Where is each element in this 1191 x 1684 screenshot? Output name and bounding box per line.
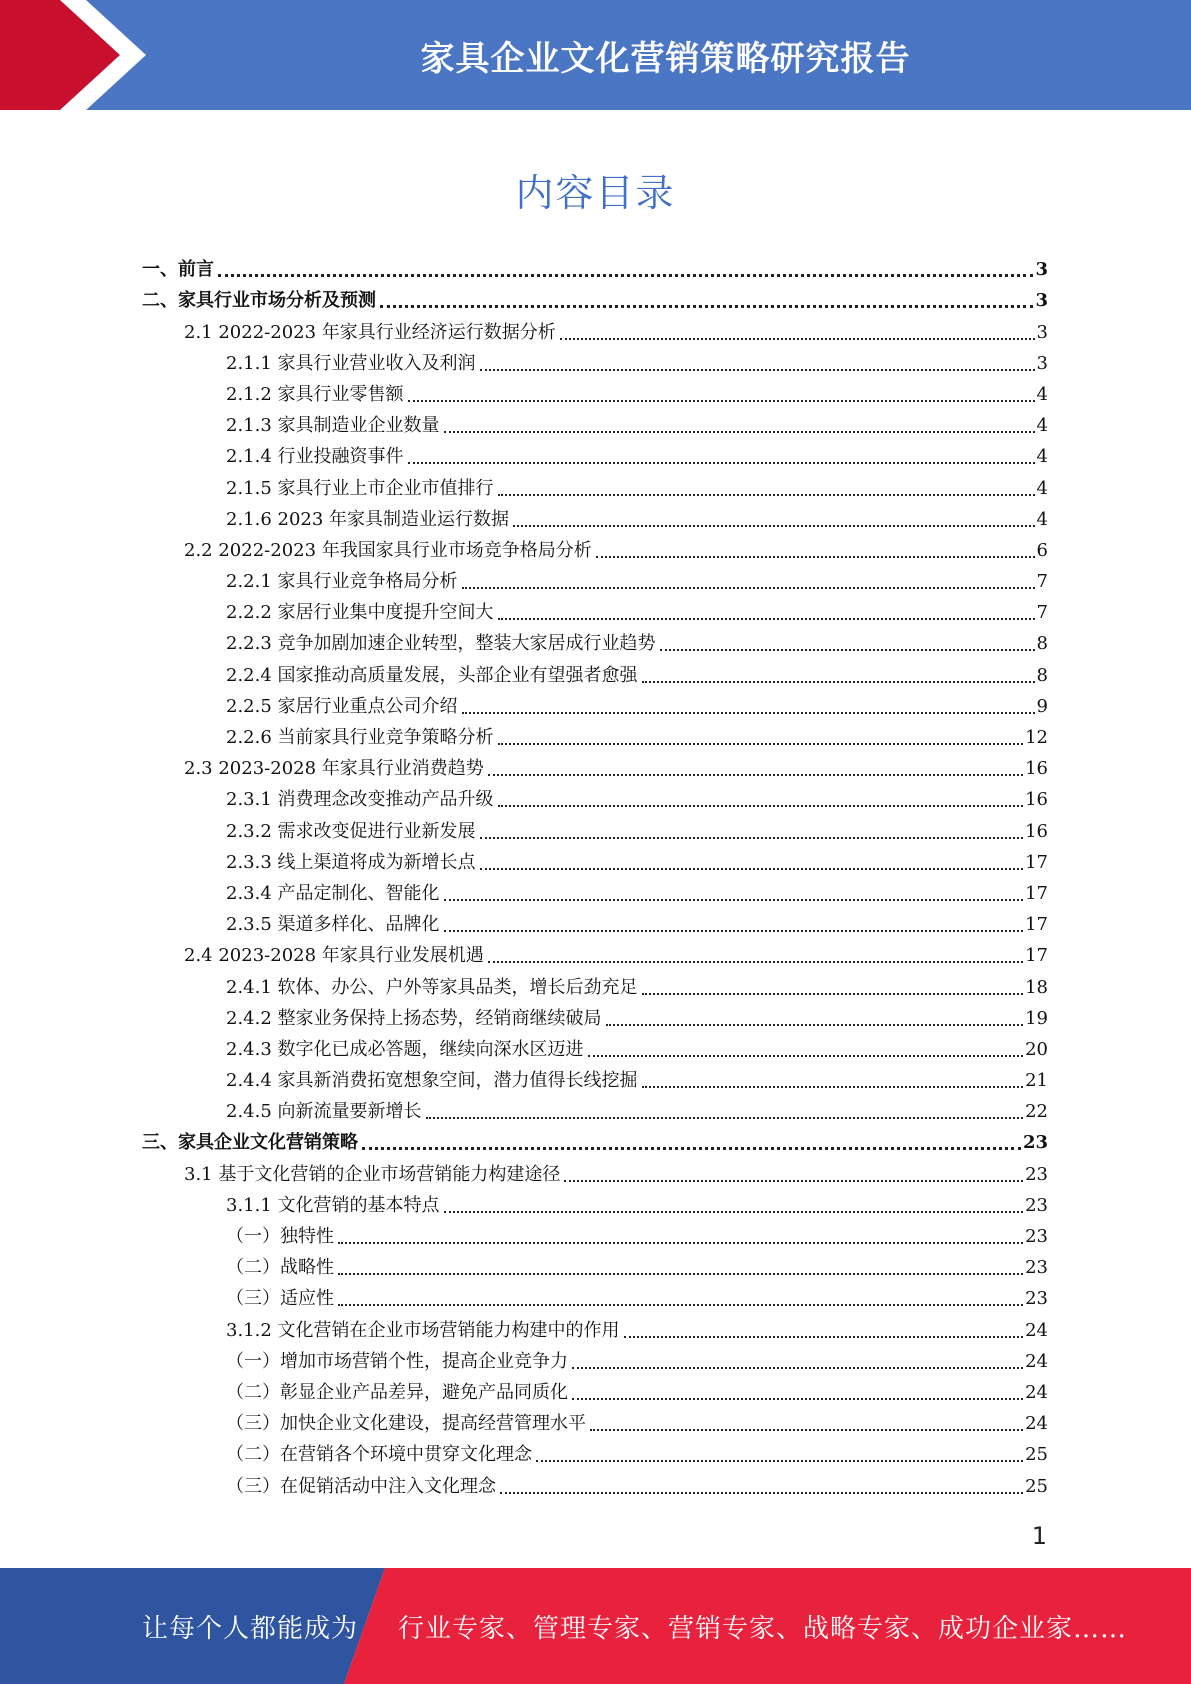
toc-entry-title: 2.3.3 线上渠道将成为新增长点 — [226, 851, 476, 873]
toc-entry[interactable] — [142, 534, 1048, 565]
toc-entry[interactable] — [142, 565, 1048, 596]
toc-entry[interactable] — [142, 1407, 1048, 1438]
toc-entry-page: 23 — [1025, 1194, 1048, 1216]
toc-entry-page: 4 — [1036, 383, 1048, 405]
toc-entry-title: （二）战略性 — [226, 1257, 334, 1279]
toc-dot-leader — [488, 774, 1023, 776]
toc-entry-title: 3.1.2 文化营销在企业市场营销能力构建中的作用 — [226, 1319, 620, 1341]
toc-dot-leader — [590, 1429, 1023, 1431]
toc-entry[interactable] — [142, 440, 1048, 471]
toc-entry[interactable] — [142, 1064, 1048, 1095]
toc-entry-title: 2.1.5 家具行业上市企业市值排行 — [226, 477, 494, 499]
toc-entry-title: 2.1.6 2023 年家具制造业运行数据 — [226, 508, 510, 530]
toc-entry[interactable] — [142, 721, 1048, 752]
toc-entry-title: 2.3.1 消费理念改变推动产品升级 — [226, 789, 494, 811]
toc-dot-leader — [408, 400, 1035, 402]
toc-entry-page: 16 — [1025, 789, 1048, 811]
toc-entry-title: 2.2.2 家居行业集中度提升空间大 — [226, 602, 494, 624]
toc-entry-title: 2.3 2023-2028 年家具行业消费趋势 — [184, 758, 484, 780]
toc-entry-page: 17 — [1025, 945, 1048, 967]
toc-entry-page: 17 — [1025, 882, 1048, 904]
toc-entry[interactable] — [142, 1157, 1048, 1188]
toc-entry-page: 4 — [1036, 477, 1048, 499]
toc-entry-page: 17 — [1025, 851, 1048, 873]
toc-dot-leader — [462, 712, 1035, 714]
header-band — [0, 0, 1191, 110]
toc-entry[interactable] — [142, 908, 1048, 939]
toc-entry-title: （三）在促销活动中注入文化理念 — [226, 1475, 496, 1497]
toc-entry[interactable] — [142, 1095, 1048, 1126]
toc-entry[interactable] — [142, 409, 1048, 440]
toc-entry-title: 2.1.1 家具行业营业收入及利润 — [226, 352, 476, 374]
toc-entry-page: 16 — [1025, 758, 1048, 780]
toc-entry[interactable] — [142, 690, 1048, 721]
toc-dot-leader — [362, 1147, 1021, 1150]
toc-dot-leader — [624, 1336, 1024, 1338]
toc-entry-page: 3 — [1036, 321, 1048, 343]
toc-dot-leader — [462, 587, 1035, 589]
toc-entry[interactable] — [142, 783, 1048, 814]
toc-dot-leader — [642, 993, 1024, 995]
toc-dot-leader — [536, 1460, 1023, 1462]
toc-entry[interactable] — [142, 315, 1048, 346]
toc-dot-leader — [498, 743, 1024, 745]
toc-dot-leader — [606, 1024, 1024, 1026]
toc-entry[interactable] — [142, 1376, 1048, 1407]
toc-entry[interactable] — [142, 1251, 1048, 1282]
toc-dot-leader — [660, 649, 1035, 651]
toc-entry-page: 3 — [1035, 290, 1048, 312]
toc-entry-title: 3.1 基于文化营销的企业市场营销能力构建途径 — [184, 1163, 561, 1185]
toc-dot-leader — [572, 1367, 1023, 1369]
toc-dot-leader — [480, 837, 1024, 839]
toc-entry-title: 2.2.5 家居行业重点公司介绍 — [226, 695, 458, 717]
toc-entry-page: 8 — [1036, 664, 1048, 686]
toc-entry-title: 一、前言 — [142, 259, 214, 281]
toc-entry[interactable] — [142, 284, 1048, 315]
toc-entry-title: 2.2 2022-2023 年我国家具行业市场竞争格局分析 — [184, 539, 592, 561]
toc-entry-title: 2.4 2023-2028 年家具行业发展机遇 — [184, 945, 484, 967]
toc-entry-page: 7 — [1036, 602, 1048, 624]
toc-entry[interactable] — [142, 253, 1048, 284]
toc-dot-leader — [498, 494, 1035, 496]
toc-dot-leader — [588, 1055, 1024, 1057]
toc-dot-leader — [338, 1242, 1023, 1244]
toc-entry[interactable] — [142, 1313, 1048, 1344]
toc-entry-title: 2.4.5 向新流量要新增长 — [226, 1101, 422, 1123]
toc-entry-title: 2.2.4 国家推动高质量发展，头部企业有望强者愈强 — [226, 664, 638, 686]
toc-entry[interactable] — [142, 1469, 1048, 1500]
toc-entry-title: 2.4.2 整家业务保持上扬态势，经销商继续破局 — [226, 1007, 602, 1029]
toc-dot-leader — [564, 1180, 1023, 1182]
toc-entry-title: 二、家具行业市场分析及预测 — [142, 290, 376, 312]
toc-entry[interactable] — [142, 1282, 1048, 1313]
toc-entry-page: 20 — [1025, 1038, 1048, 1060]
footer-slogan-right: 行业专家、管理专家、营销专家、战略专家、成功企业家…… — [398, 1613, 1128, 1644]
toc-dot-leader — [642, 681, 1035, 683]
toc-entry-page: 23 — [1025, 1257, 1048, 1279]
toc-entry-title: （三）加快企业文化建设，提高经营管理水平 — [226, 1413, 586, 1435]
toc-entry[interactable] — [142, 970, 1048, 1001]
toc-entry-title: 3.1.1 文化营销的基本特点 — [226, 1194, 440, 1216]
toc-entry-title: （二）在营销各个环境中贯穿文化理念 — [226, 1444, 532, 1466]
toc-entry-page: 24 — [1025, 1413, 1048, 1435]
toc-entry[interactable] — [142, 627, 1048, 658]
toc-entry-page: 23 — [1025, 1288, 1048, 1310]
toc-dot-leader — [426, 1117, 1024, 1119]
toc-entry-page: 17 — [1025, 914, 1048, 936]
toc-dot-leader — [338, 1273, 1023, 1275]
toc-entry-title: 2.2.6 当前家具行业竞争策略分析 — [226, 727, 494, 748]
toc-dot-leader — [408, 462, 1035, 464]
toc-entry-page: 12 — [1025, 727, 1048, 748]
toc-entry-page: 7 — [1036, 571, 1048, 593]
toc-entry-title: 2.1.2 家具行业零售额 — [226, 383, 404, 405]
toc-dot-leader — [218, 274, 1033, 277]
toc-entry[interactable] — [142, 503, 1048, 534]
toc-entry[interactable] — [142, 596, 1048, 627]
toc-entry[interactable] — [142, 939, 1048, 970]
toc-dot-leader — [513, 525, 1034, 527]
toc-dot-leader — [444, 1211, 1024, 1213]
toc-entry-page: 4 — [1036, 508, 1048, 530]
toc-entry-page: 4 — [1036, 415, 1048, 437]
toc-entry-title: 2.4.4 家具新消费拓宽想象空间，潜力值得长线挖掘 — [226, 1070, 638, 1092]
toc-entry-title: （二）彰显企业产品差异，避免产品同质化 — [226, 1381, 568, 1403]
toc-entry-title: 2.3.2 需求改变促进行业新发展 — [226, 820, 476, 842]
toc-dot-leader — [498, 618, 1035, 620]
toc-entry[interactable] — [142, 877, 1048, 908]
toc-entry-page: 22 — [1025, 1101, 1048, 1123]
toc-entry-page: 23 — [1025, 1226, 1048, 1247]
toc-entry-page: 25 — [1025, 1475, 1048, 1497]
toc-dot-leader — [500, 1492, 1023, 1494]
toc-entry-title: 2.1.4 行业投融资事件 — [226, 446, 404, 468]
toc-entry-page: 16 — [1025, 820, 1048, 842]
header-arrow-logo — [0, 0, 160, 110]
toc-dot-leader — [488, 961, 1023, 963]
toc-entry-page: 24 — [1025, 1319, 1048, 1341]
toc-entry[interactable] — [142, 1345, 1048, 1376]
toc-entry-title: 2.4.1 软体、办公、户外等家具品类，增长后劲充足 — [226, 976, 638, 998]
toc-entry[interactable] — [142, 752, 1048, 783]
toc-entry-page: 18 — [1025, 976, 1048, 998]
toc-entry-title: 2.4.3 数字化已成必答题，继续向深水区迈进 — [226, 1038, 584, 1060]
toc-entry[interactable] — [142, 471, 1048, 502]
toc-entry-title: （三）适应性 — [226, 1288, 334, 1310]
toc-entry-title: 2.2.3 竞争加剧加速企业转型，整装大家居成行业趋势 — [226, 633, 656, 655]
toc-entry-page: 9 — [1036, 695, 1048, 717]
toc-dot-leader — [596, 556, 1035, 558]
footer-band — [0, 1568, 1191, 1684]
toc-entry[interactable] — [142, 658, 1048, 689]
toc-entry-page: 23 — [1022, 1132, 1048, 1154]
toc-entry-page: 6 — [1036, 539, 1048, 561]
toc-entry-title: 2.3.4 产品定制化、智能化 — [226, 882, 440, 904]
toc-entry[interactable] — [142, 1033, 1048, 1064]
toc-dot-leader — [560, 338, 1035, 340]
toc-dot-leader — [444, 899, 1024, 901]
toc-entry-page: 23 — [1025, 1163, 1048, 1185]
toc-dot-leader — [498, 805, 1024, 807]
toc-entry-page: 8 — [1036, 633, 1048, 655]
toc-entry-title: 2.1 2022-2023 年家具行业经济运行数据分析 — [184, 321, 556, 343]
toc-entry[interactable] — [142, 347, 1048, 378]
toc-entry-page: 3 — [1035, 259, 1048, 281]
toc-entry[interactable] — [142, 1002, 1048, 1033]
toc-heading: 内容目录 — [515, 171, 676, 215]
toc-entry[interactable] — [142, 1126, 1048, 1157]
toc-dot-leader — [338, 1304, 1023, 1306]
toc-dot-leader — [380, 305, 1033, 308]
footer-slogan-left: 让每个人都能成为 — [142, 1613, 359, 1644]
toc-entry-page: 4 — [1036, 446, 1048, 468]
toc-entry-page: 24 — [1025, 1381, 1048, 1403]
toc-dot-leader — [642, 1086, 1024, 1088]
toc-entry[interactable] — [142, 1220, 1048, 1251]
toc-entry-page: 3 — [1036, 352, 1048, 374]
toc-entry-title: （一）增加市场营销个性，提高企业竞争力 — [226, 1350, 568, 1372]
toc-entry-page: 21 — [1025, 1070, 1048, 1092]
toc-entry[interactable] — [142, 846, 1048, 877]
toc-entry-title: 2.3.5 渠道多样化、品牌化 — [226, 914, 440, 936]
toc-entry-title: （一）独特性 — [226, 1226, 334, 1247]
toc-entry[interactable] — [142, 378, 1048, 409]
toc-dot-leader — [572, 1398, 1023, 1400]
toc-dot-leader — [444, 431, 1035, 433]
toc-dot-leader — [444, 930, 1024, 932]
toc-entry-page: 19 — [1025, 1007, 1048, 1029]
toc-dot-leader — [480, 369, 1035, 371]
toc-entry-title: 三、家具企业文化营销策略 — [142, 1132, 358, 1154]
toc-entry-page: 24 — [1025, 1350, 1048, 1372]
toc-entry[interactable] — [142, 1189, 1048, 1220]
page-number: 1 — [1031, 1522, 1047, 1550]
toc-dot-leader — [480, 868, 1024, 870]
toc-entry-page: 25 — [1025, 1444, 1048, 1466]
toc-entry-title: 2.1.3 家具制造业企业数量 — [226, 415, 440, 437]
table-of-contents — [142, 253, 1048, 1501]
toc-entry[interactable] — [142, 814, 1048, 845]
toc-entry[interactable] — [142, 1438, 1048, 1469]
toc-entry-title: 2.2.1 家具行业竞争格局分析 — [226, 571, 458, 593]
report-title: 家具企业文化营销策略研究报告 — [420, 38, 911, 79]
